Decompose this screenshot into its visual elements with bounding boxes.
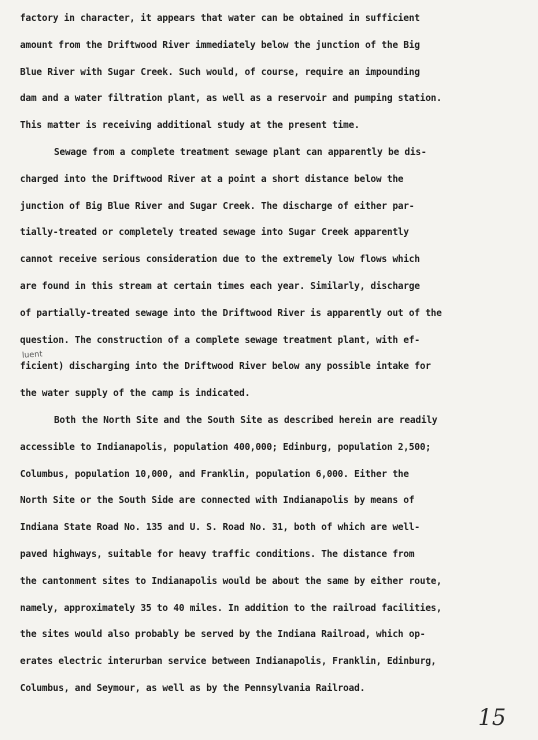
text-line: Indiana State Road No. 135 and U. S. Road No. 31, both of which are well- [20, 522, 420, 534]
text-line: factory in character, it appears that water can be obtained in sufficient [20, 13, 420, 24]
text-line: North Site or the South Side are connected with Indianapolis by means of [20, 495, 415, 507]
text-line: of partially-treated sewage into the Driftwood River is apparently out of the [20, 307, 442, 319]
text-line: cannot receive serious consideration due to the extremely low flows which [20, 254, 420, 266]
text-line: paved highways, suitable for heavy traffic conditions. The distance from [20, 548, 415, 560]
text-line: the sites would also probably be served by the Indiana Railroad, which op- [20, 629, 426, 641]
text-line: namely, approximately 35 to 40 miles. In addition to the railroad facilities, [20, 602, 442, 614]
text-line: question. The construction of a complete sewage treatment plant, with ef- [20, 334, 420, 346]
page-number: 15 [478, 706, 506, 731]
text-line: Columbus, population 10,000, and Franklin, population 6,000. Either the [20, 468, 409, 480]
paragraph-2 [20, 140, 525, 408]
text-line: Blue River with Sugar Creek. Such would, of course, require an impounding [20, 66, 420, 78]
text-line: charged into the Driftwood River at a point a short distance below the [20, 173, 404, 185]
text-line: Both the North Site and the South Site as described herein are readily [54, 414, 438, 426]
text-line: ficient) discharging into the Driftwood River below any possible intake for [20, 361, 431, 373]
text-line: Sewage from a complete treatment sewage plant can apparently be dis- [54, 146, 427, 158]
handwritten-margin-note: luent [21, 349, 43, 360]
text-line: erates electric interurban service between Indianapolis, Franklin, Edinburg, [20, 656, 437, 668]
text-line: are found in this stream at certain times each year. Similarly, discharge [20, 280, 420, 292]
text-line: This matter is receiving additional study at the present time. [20, 120, 360, 132]
text-line: Columbus, and Seymour, as well as by the Pennsylvania Railroad. [20, 682, 366, 694]
text-line: the cantonment sites to Indianapolis would be about the same by either route, [20, 575, 442, 587]
text-line: accessible to Indianapolis, population 400,000; Edinburg, population 2,500; [20, 441, 431, 453]
paragraph-1 [20, 6, 525, 140]
text-line: amount from the Driftwood River immediately below the junction of the Big [20, 39, 420, 51]
text-line: junction of Big Blue River and Sugar Creek. The discharge of either par- [20, 200, 415, 212]
typed-body [20, 6, 525, 703]
text-line: the water supply of the camp is indicated. [20, 388, 251, 400]
text-line: dam and a water filtration plant, as well as a reservoir and pumping station. [20, 93, 442, 105]
text-line: tially-treated or completely treated sewage into Sugar Creek apparently [20, 227, 409, 239]
paragraph-3 [20, 408, 525, 703]
